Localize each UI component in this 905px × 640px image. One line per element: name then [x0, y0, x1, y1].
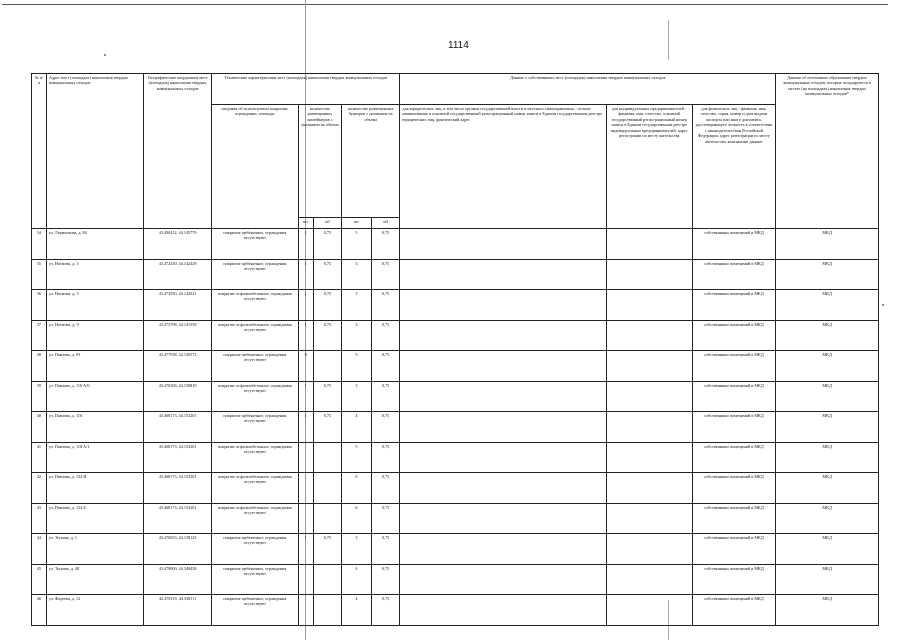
row-legal-entity	[400, 229, 606, 260]
row-owner: собственники помещений в МКД	[692, 351, 776, 382]
row-individual-entrepreneur	[606, 290, 692, 321]
row-surface: покрытие щебеночное, ограждения отсутствуют	[211, 534, 298, 565]
row-individual-entrepreneur	[606, 534, 692, 565]
row-coords: 43.490412, 44.145779	[144, 229, 212, 260]
row-owner: собственники помещений в МКД	[692, 229, 776, 260]
row-surface: покрытие щебеночное, ограждения отсутствуют	[211, 595, 298, 626]
header-unit-m3: м3	[313, 218, 342, 229]
table-row	[32, 473, 879, 504]
row-bunker-volume: 0,75	[371, 351, 400, 382]
row-bunker-count: 4	[342, 412, 372, 443]
row-bunker-count: 4	[342, 595, 372, 626]
page-number: 1114	[448, 40, 469, 51]
row-legal-entity	[400, 503, 606, 534]
row-address: ул. Ногмова, д. 3	[46, 259, 143, 290]
row-individual-entrepreneur	[606, 412, 692, 443]
row-individual-entrepreneur	[606, 442, 692, 473]
row-address: ул. Фадеева, д. 12	[46, 595, 143, 626]
row-number: 45	[32, 564, 47, 595]
row-container-volume: 0,75	[313, 381, 342, 412]
table-row	[32, 442, 879, 473]
row-coords: 43.479000, 44.348438	[144, 564, 212, 595]
row-owner: собственники помещений в МКД	[692, 259, 776, 290]
header-sources: Данные об источниках образования твердых коммунальных отходов, которые складируются в местах (на площадках) накопления твердых коммунальных отходов*	[776, 74, 879, 229]
row-bunker-count: 3	[342, 259, 372, 290]
row-bunker-volume: 0,75	[371, 534, 400, 565]
row-container-count: 1	[298, 259, 313, 290]
row-address: ул. Павлова, д. 110 А/6	[46, 381, 143, 412]
row-source: МКД	[776, 534, 879, 565]
row-owner: собственники помещений в МКД	[692, 320, 776, 351]
row-bunker-volume: 0,75	[371, 259, 400, 290]
row-legal-entity	[400, 534, 606, 565]
row-bunker-volume: 0,75	[371, 320, 400, 351]
header-containers: количество размещенных контейнеров с указанием их объема	[298, 105, 341, 218]
row-surface: покрытие щебеночное, ограждения отсутствуют	[211, 564, 298, 595]
row-address: ул. Павлова, д. 118 А/1	[46, 442, 143, 473]
row-owner: собственники помещений в МКД	[692, 595, 776, 626]
table-row	[32, 229, 879, 260]
row-individual-entrepreneur	[606, 320, 692, 351]
row-address: ул. Тегкова, д. 48	[46, 564, 143, 595]
row-container-volume: 0,75	[313, 534, 342, 565]
table-row	[32, 259, 879, 290]
scan-top-line	[2, 4, 888, 5]
row-address: ул. Ногмова, д. 9	[46, 320, 143, 351]
row-legal-entity	[400, 290, 606, 321]
row-owner: собственники помещений в МКД	[692, 412, 776, 443]
row-container-count: 0	[298, 351, 313, 382]
row-bunker-count: 6	[342, 503, 372, 534]
row-surface: покрытие асфальтобетонное, ограждения отсутствуют	[211, 320, 298, 351]
row-coords: 43.468173, 44.153201	[144, 442, 212, 473]
row-bunker-count: 6	[342, 473, 372, 504]
row-address: ул. Лермонтова, д. 84	[46, 229, 143, 260]
row-legal-entity	[400, 442, 606, 473]
table-row	[32, 564, 879, 595]
header-coords: Географические координаты мест (площадок) накопления твердых коммунальных отходов	[144, 74, 212, 229]
row-number: 36	[32, 290, 47, 321]
row-number: 37	[32, 320, 47, 351]
row-number: 38	[32, 351, 47, 382]
row-individual-entrepreneur	[606, 564, 692, 595]
table-row	[32, 503, 879, 534]
row-source: МКД	[776, 351, 879, 382]
row-individual-entrepreneur	[606, 595, 692, 626]
row-coords: 43.477938, 44.149572	[144, 351, 212, 382]
row-number: 44	[32, 534, 47, 565]
row-address: ул. Павлова, д. 116	[46, 412, 143, 443]
row-coords: 43.473708, 44.141539	[144, 320, 212, 351]
row-source: МКД	[776, 320, 879, 351]
row-individual-entrepreneur	[606, 351, 692, 382]
row-surface: покрытие асфальтобетонное, ограждения отсутствуют	[211, 503, 298, 534]
row-legal-entity	[400, 351, 606, 382]
row-address: ул. Павлова, д. 134 И	[46, 473, 143, 504]
row-coords: 43.470306, 44.150810	[144, 381, 212, 412]
row-coords: 43.472430, 44.142429	[144, 259, 212, 290]
table-row	[32, 320, 879, 351]
row-address: ул. Павлова, д. 93	[46, 351, 143, 382]
header-address: Адрес мест (площадок) накопления твердых коммунальных отходов	[46, 74, 143, 229]
row-address: ул. Павлова, д. 134 Е	[46, 503, 143, 534]
row-owner: собственники помещений в МКД	[692, 564, 776, 595]
row-individual-entrepreneur	[606, 473, 692, 504]
row-surface: покрытие щебеночное, ограждения отсутствуют	[211, 351, 298, 382]
row-legal-entity	[400, 412, 606, 443]
row-container-count	[298, 503, 313, 534]
row-container-volume	[313, 351, 342, 382]
row-coords: 43.476053, 44.138125	[144, 534, 212, 565]
table-row	[32, 595, 879, 626]
row-number: 39	[32, 381, 47, 412]
row-number: 43	[32, 503, 47, 534]
row-bunker-volume: 0,75	[371, 290, 400, 321]
row-surface: покрытие асфальтобетонное, ограждения отсутствуют	[211, 473, 298, 504]
row-bunker-volume: 0,75	[371, 595, 400, 626]
row-bunker-volume: 0,75	[371, 229, 400, 260]
row-surface: покрытие асфальтобетонное, ограждения отсутствуют	[211, 442, 298, 473]
row-owner: собственники помещений в МКД	[692, 442, 776, 473]
row-legal-entity	[400, 381, 606, 412]
row-owner: собственники помещений в МКД	[692, 473, 776, 504]
row-surface: покрытие щебеночное, ограждения отсутствуют	[211, 259, 298, 290]
row-bunker-count: 3	[342, 320, 372, 351]
row-bunker-count: 5	[342, 229, 372, 260]
row-source: МКД	[776, 290, 879, 321]
row-bunker-count: 3	[342, 534, 372, 565]
row-legal-entity	[400, 564, 606, 595]
scan-speck	[104, 54, 106, 56]
row-legal-entity	[400, 595, 606, 626]
table-body	[32, 229, 879, 626]
row-container-count	[298, 442, 313, 473]
row-address: ул. Тегкова, д. 1	[46, 534, 143, 565]
row-bunker-volume: 0,75	[371, 564, 400, 595]
row-number: 42	[32, 473, 47, 504]
header-individuals: для физических лиц - фамилия, имя, отчество, серия, номер и дата выдачи паспорта или иного документа, удостоверяющего личность в соответствии с законодательством Российской Федерации, адрес регистрации по месту жительства, контактные данные	[692, 105, 776, 229]
row-coords: 43.468173, 44.153201	[144, 473, 212, 504]
row-container-volume	[313, 595, 342, 626]
row-source: МКД	[776, 442, 879, 473]
row-surface: покрытие асфальтобетонное, ограждения отсутствуют	[211, 290, 298, 321]
row-surface: покрытие щебеночное, ограждения отсутствуют	[211, 229, 298, 260]
row-surface: покрытие асфальтобетонное, ограждения отсутствуют	[211, 381, 298, 412]
row-container-count: 1	[298, 412, 313, 443]
row-source: МКД	[776, 229, 879, 260]
row-individual-entrepreneur	[606, 503, 692, 534]
header-legal-entities: для юридических лиц, в том числе органов государственной власти и местного самоуправления, - полное наименование и основной государственный регистрационный номер записи в Едином государственном реестре юридических лиц, фактический адрес	[400, 105, 606, 229]
row-bunker-count: 5	[342, 351, 372, 382]
row-owner: собственники помещений в МКД	[692, 381, 776, 412]
header-tech-group: Технические характеристики мест (площадок) накопления твердых коммунальных отходов	[211, 74, 399, 105]
row-source: МКД	[776, 503, 879, 534]
scan-speck	[882, 304, 884, 306]
row-bunker-volume: 0,75	[371, 412, 400, 443]
row-container-count	[298, 564, 313, 595]
header-unit-m3: м3	[371, 218, 400, 229]
row-bunker-count: 3	[342, 381, 372, 412]
row-owner: собственники помещений в МКД	[692, 290, 776, 321]
row-source: МКД	[776, 595, 879, 626]
row-individual-entrepreneur	[606, 381, 692, 412]
row-bunker-count: 3	[342, 290, 372, 321]
row-bunker-count: 4	[342, 564, 372, 595]
row-source: МКД	[776, 473, 879, 504]
row-number: 41	[32, 442, 47, 473]
row-container-count: 1	[298, 290, 313, 321]
row-coords: 43.468173, 44.153201	[144, 503, 212, 534]
waste-sites-table	[31, 73, 879, 626]
header-unit-pcs: шт	[342, 218, 372, 229]
header-owner-group: Данные о собственниках мест (площадок) накопления твердых коммунальных отходов	[400, 74, 776, 105]
row-individual-entrepreneur	[606, 229, 692, 260]
row-container-volume: 0,75	[313, 412, 342, 443]
row-bunker-count: 5	[342, 442, 372, 473]
row-legal-entity	[400, 259, 606, 290]
table-row	[32, 534, 879, 565]
header-no: № п/п	[32, 74, 47, 229]
row-container-count: 1	[298, 320, 313, 351]
row-number: 46	[32, 595, 47, 626]
row-legal-entity	[400, 473, 606, 504]
row-coords: 43.468173, 44.153201	[144, 412, 212, 443]
row-coords: 43.473550, 44.142021	[144, 290, 212, 321]
row-container-volume: 0,75	[313, 320, 342, 351]
header-individual-entrepreneurs: для индивидуальных предпринимателей - фамилия, имя, отчество, основной государственный регистрационный номер записи в Едином государственном реестре индивидуальных предпринимателей, адрес регистрации по месту жительства	[606, 105, 692, 229]
row-container-volume: 0,75	[313, 229, 342, 260]
row-bunker-volume: 0,75	[371, 442, 400, 473]
row-container-volume: 0,75	[313, 290, 342, 321]
scan-fold-line	[668, 20, 669, 60]
table-row	[32, 290, 879, 321]
row-individual-entrepreneur	[606, 259, 692, 290]
row-bunker-volume: 0,75	[371, 503, 400, 534]
row-container-volume: 0,75	[313, 259, 342, 290]
row-bunker-volume: 0,75	[371, 381, 400, 412]
header-unit-pcs: шт	[298, 218, 313, 229]
row-container-volume	[313, 564, 342, 595]
row-container-volume	[313, 442, 342, 473]
row-container-volume	[313, 473, 342, 504]
row-owner: собственники помещений в МКД	[692, 503, 776, 534]
header-bunkers: количество размещенных бункеров с указанием их объема	[342, 105, 400, 218]
row-container-count: 1	[298, 381, 313, 412]
row-legal-entity	[400, 320, 606, 351]
row-source: МКД	[776, 564, 879, 595]
row-container-count	[298, 473, 313, 504]
header-surface: сведения об используемом покрытии, ограждении, площади	[211, 105, 298, 229]
row-address: ул. Ногмова, д. 5	[46, 290, 143, 321]
row-source: МКД	[776, 259, 879, 290]
row-container-count: 1	[298, 229, 313, 260]
row-coords: 42.478119, 44.338111	[144, 595, 212, 626]
table-row	[32, 351, 879, 382]
row-number: 34	[32, 229, 47, 260]
row-bunker-volume: 0,75	[371, 473, 400, 504]
row-number: 35	[32, 259, 47, 290]
row-source: МКД	[776, 412, 879, 443]
row-container-volume	[313, 503, 342, 534]
table-row	[32, 381, 879, 412]
row-owner: собственники помещений в МКД	[692, 534, 776, 565]
row-number: 40	[32, 412, 47, 443]
row-container-count	[298, 595, 313, 626]
table-row	[32, 412, 879, 443]
row-surface: покрытие щебеночное, ограждения отсутствуют	[211, 412, 298, 443]
row-source: МКД	[776, 381, 879, 412]
row-container-count: 1	[298, 534, 313, 565]
